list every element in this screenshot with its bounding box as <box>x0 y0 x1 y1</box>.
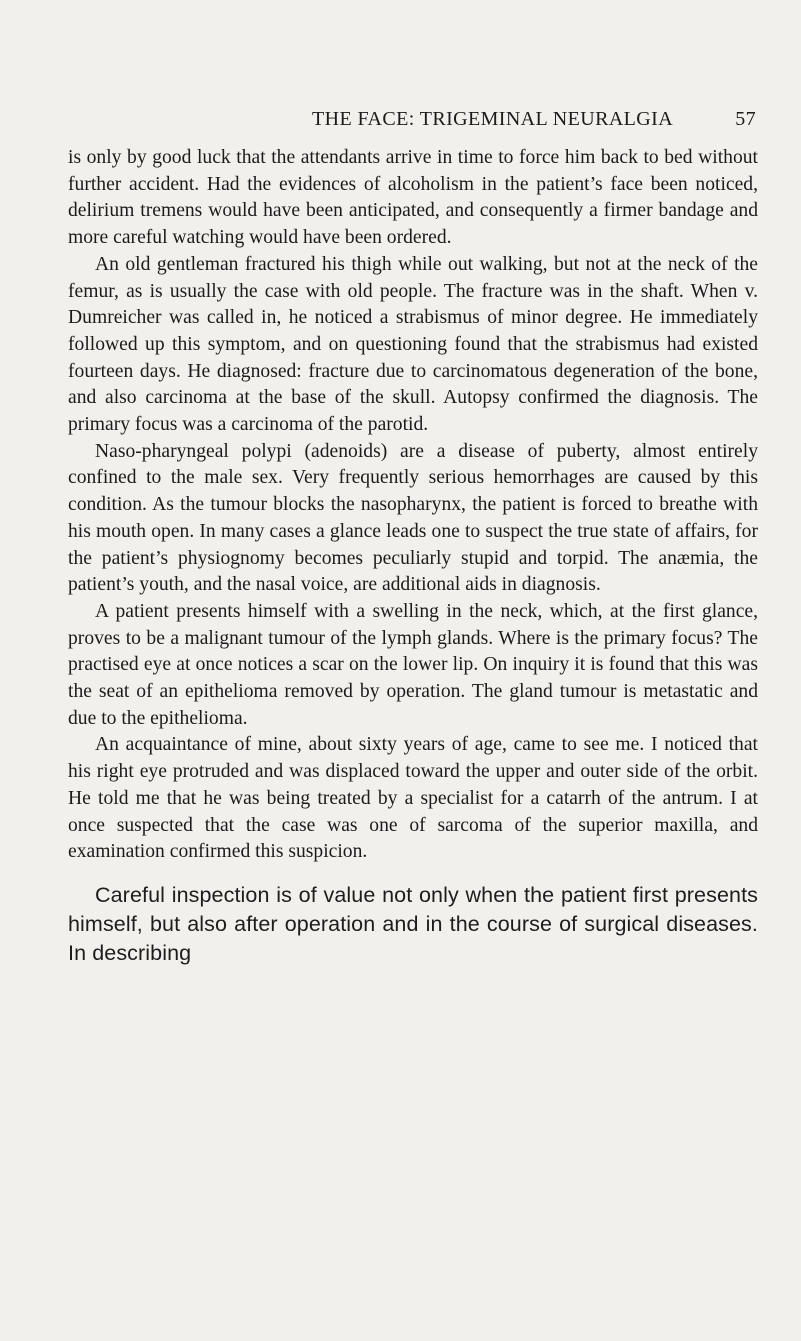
body-text <box>68 145 758 967</box>
paragraph-naso-pharyngeal-polypi: Naso-pharyngeal polypi (adenoids) are a disease of puberty, almost entirely confined to the male sex. Very frequently serious hemorrhages are caused by this condition. As the tumour blocks the nasopharynx, the patient is forced to breathe with his mouth open. In many cases a glance leads one to suspect the true state of affairs, for the patient’s physiognomy becomes peculiarly stupid and torpid. The anæmia, the patient’s youth, and the nasal voice, are additional aids in diagnosis. <box>68 440 758 596</box>
page-number: 57 <box>735 108 756 130</box>
running-head <box>70 108 756 134</box>
paragraph-protruding-eye-case: An acquaintance of mine, about sixty years of age, came to see me. I noticed that his right eye protruded and was displaced toward the upper and outer side of the orbit. He told me that he was being treated by a specialist for a catarrh of the antrum. I at once suspected that the case was one of sarcoma of the superior maxilla, and examination confirmed this suspicion. <box>68 734 758 863</box>
paragraph-femur-fracture-case: An old gentleman fractured his thigh while out walking, but not at the neck of the femur, as is usually the case with old people. The fracture was in the shaft. When v. Dumreicher was called in, he noticed a strabismus of minor degree. He immediately followed up this symptom, and on questioning found that the strabismus had existed fourteen days. He diagnosed: fracture due to carcinomatous degeneration of the bone, and also carcinoma at the base of the skull. Autopsy confirmed the diagnosis. The primary focus was a carcinoma of the parotid. <box>68 253 758 436</box>
paragraph-careful-inspection: Careful inspection is of value not only when the patient first presents himself, but also after operation and in the course of surgical diseases. In describing <box>68 882 758 965</box>
paragraph-alcoholism-case: is only by good luck that the attendants arrive in time to force him back to bed without further accident. Had the evidences of alcoholism in the patient’s face been noticed, delirium tremens would have been anticipated, and consequently a firmer bandage and more careful watching would have been ordered. <box>68 147 758 249</box>
running-title: THE FACE: TRIGEMINAL NEURALGIA <box>312 108 674 130</box>
paragraph-neck-swelling-case: A patient presents himself with a swelling in the neck, which, at the first glance, proves to be a malignant tumour of the lymph glands. Where is the primary focus? The practised eye at once notices a scar on the lower lip. On inquiry it is found that this was the seat of an epithelioma removed by operation. The gland tumour is metastatic and due to the epithelioma. <box>68 600 758 729</box>
